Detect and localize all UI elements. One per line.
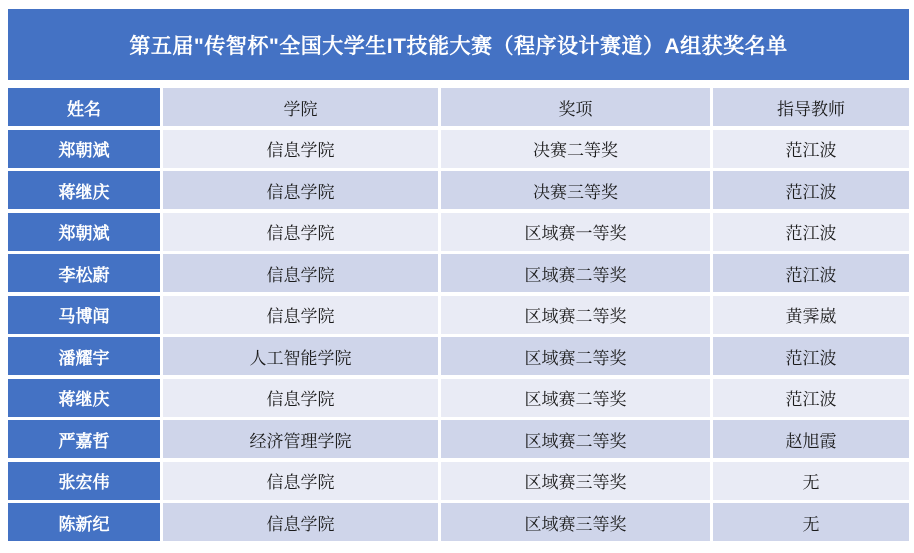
cell-college: 信息学院 [163,171,438,209]
cell-name: 潘耀宇 [8,337,160,375]
cell-college: 信息学院 [163,379,438,417]
cell-award: 区域赛二等奖 [441,254,710,292]
column-header-name: 姓名 [8,88,160,126]
cell-name: 蒋继庆 [8,171,160,209]
cell-college: 经济管理学院 [163,420,438,458]
cell-teacher: 范江波 [713,171,909,209]
cell-name: 陈新纪 [8,503,160,541]
cell-award: 区域赛二等奖 [441,420,710,458]
cell-award: 决赛二等奖 [441,130,710,168]
cell-college: 信息学院 [163,462,438,500]
cell-name: 马博闻 [8,296,160,334]
table-title: 第五届"传智杯"全国大学生IT技能大赛（程序设计赛道）A组获奖名单 [8,9,909,80]
cell-name: 蒋继庆 [8,379,160,417]
column-header-teacher: 指导教师 [713,88,909,126]
cell-teacher: 赵旭霞 [713,420,909,458]
column-header-college: 学院 [163,88,438,126]
cell-college: 人工智能学院 [163,337,438,375]
cell-teacher: 无 [713,503,909,541]
cell-award: 区域赛三等奖 [441,462,710,500]
cell-teacher: 范江波 [713,213,909,251]
cell-college: 信息学院 [163,130,438,168]
cell-teacher: 范江波 [713,254,909,292]
cell-teacher: 无 [713,462,909,500]
cell-college: 信息学院 [163,503,438,541]
cell-award: 区域赛二等奖 [441,337,710,375]
cell-award: 区域赛一等奖 [441,213,710,251]
column-header-award: 奖项 [441,88,710,126]
cell-award: 区域赛二等奖 [441,379,710,417]
cell-award: 决赛三等奖 [441,171,710,209]
cell-name: 严嘉哲 [8,420,160,458]
cell-name: 郑朝斌 [8,213,160,251]
cell-award: 区域赛三等奖 [441,503,710,541]
cell-teacher: 范江波 [713,379,909,417]
cell-name: 李松蔚 [8,254,160,292]
cell-teacher: 黄霁崴 [713,296,909,334]
cell-college: 信息学院 [163,254,438,292]
cell-college: 信息学院 [163,213,438,251]
cell-teacher: 范江波 [713,130,909,168]
cell-name: 张宏伟 [8,462,160,500]
cell-name: 郑朝斌 [8,130,160,168]
awards-table [8,88,909,541]
cell-college: 信息学院 [163,296,438,334]
cell-teacher: 范江波 [713,337,909,375]
cell-award: 区域赛二等奖 [441,296,710,334]
